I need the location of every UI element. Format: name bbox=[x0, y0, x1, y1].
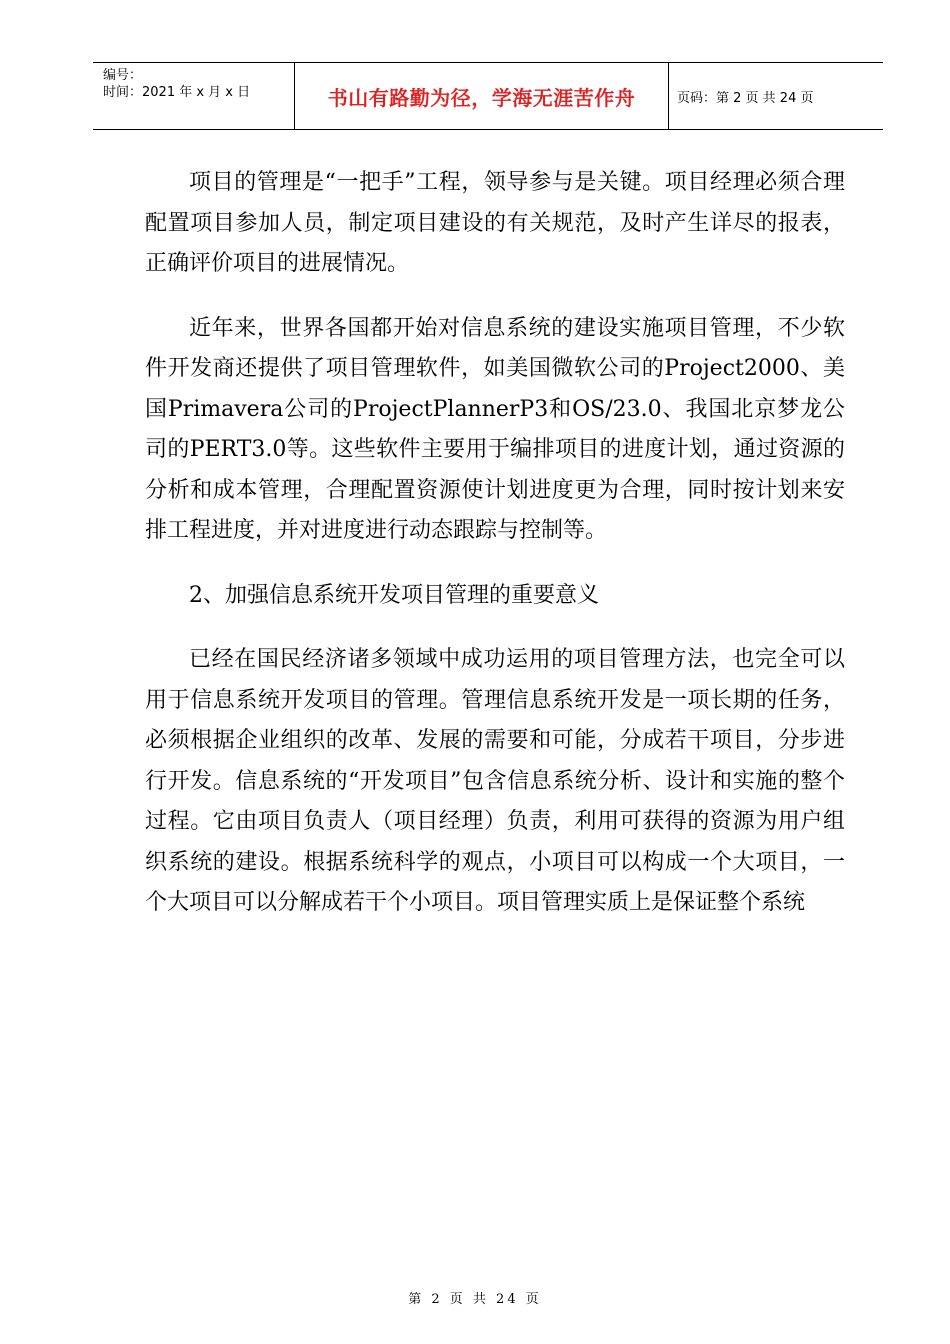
header-page-info: 页码：第 2 页 共 24 页 bbox=[677, 90, 814, 106]
document-number-label: 编号： bbox=[103, 68, 143, 83]
page-footer: 第 2 页 共 24 页 bbox=[408, 1292, 542, 1307]
header-motto: 书山有路勤为径，学海无涯苦作舟 bbox=[295, 63, 669, 129]
body-paragraph: 项目的管理是“一把手”工程，领导参与是关键。项目经理必须合理配置项目参加人员，制定项目建设的有关规范，及时产生详尽的报表，正确评价项目的进展情况。 bbox=[145, 170, 845, 276]
page-header bbox=[93, 62, 883, 130]
document-body bbox=[145, 163, 845, 948]
document-time-label: 时间：2021 年 x 月 x 日 bbox=[103, 85, 251, 100]
body-paragraph: 近年来，世界各国都开始对信息系统的建设实施项目管理，不少软件开发商还提供了项目管理软件，如美国微软公司的Project2000、美国Primavera公司的ProjectPlannerP3和OS/23.0、我国北京梦龙公司的PERT3.0等。这些软件主要用于编排项目的进度计划，通过资源的分析和成本管理，合理配置资源使计划进度更为合理，同时按计划来安排工程进度，并对进度进行动态跟踪与控制等。 bbox=[145, 315, 845, 543]
body-paragraph: 已经在国民经济诸多领域中成功运用的项目管理方法，也完全可以用于信息系统开发项目的管理。管理信息系统开发是一项长期的任务，必须根据企业组织的改革、发展的需要和可能，分成若干项目，分步进行开发。信息系统的“开发项目”包含信息系统分析、设计和实施的整个过程。它由项目负责人（项目经理）负责，利用可获得的资源为用户组织系统的建设。根据系统科学的观点，小项目可以构成一个大项目，一个大项目可以分解成若干个小项目。项目管理实质上是保证整个系统 bbox=[145, 647, 845, 915]
header-meta-cell bbox=[93, 63, 295, 129]
section-heading: 2、加强信息系统开发项目管理的重要意义 bbox=[189, 582, 599, 608]
